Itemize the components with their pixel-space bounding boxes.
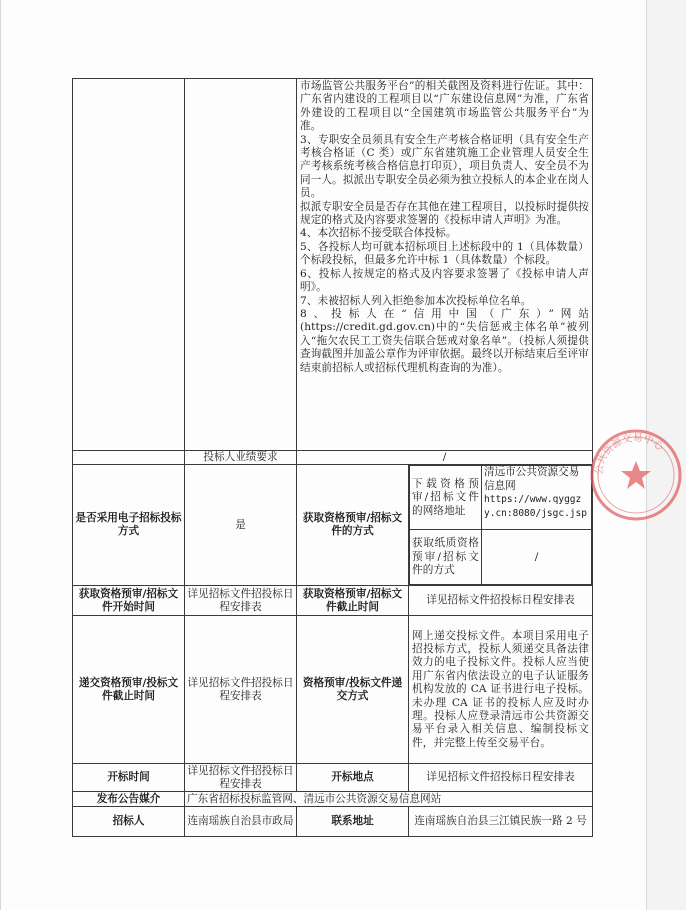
opening-place-value: 详见招标文件招投标日程安排表 bbox=[409, 764, 593, 792]
performance-value: / bbox=[297, 451, 593, 465]
tenderer-label: 招标人 bbox=[73, 807, 185, 837]
address-value: 连南瑶族自治县三江镇民族一路 2 号 bbox=[409, 807, 593, 837]
get-files-subtable bbox=[409, 465, 592, 585]
media-value: 广东省招标投标监管网、清远市公共资源交易信息网站 bbox=[185, 792, 593, 807]
requirements-paragraph: 3、专职安全员须具有安全生产考核合格证明（具有安全生产考核合格证（C 类）或广东省建筑施工企业管理人员安全生产考核系统考核合格信息打印页），项目负责人、安全员不为同一人。拟派出专职安全员必须为独立投标人的本企业在岗人员。 bbox=[300, 133, 589, 200]
download-site-name: 清远市公共资源交易信息网 bbox=[484, 466, 580, 492]
paper-value: / bbox=[482, 530, 592, 585]
address-label: 联系地址 bbox=[297, 807, 409, 837]
paper-label: 获取纸质资格预审/招标文件的方式 bbox=[410, 530, 482, 585]
download-value bbox=[482, 466, 592, 530]
requirements-paragraph: 市场监管公共服务平台”的相关截图及资料进行佐证。其中：广东省内建设的工程项目以“广东建设信息网”为准，广东省外建设的工程项目以“全国建筑市场监管公共服务平台”为准。 bbox=[300, 80, 589, 133]
seal-text: 公共资源交易中心 bbox=[593, 432, 666, 476]
requirements-cell bbox=[297, 79, 593, 451]
end-time-value: 详见招标文件招投标日程安排表 bbox=[409, 586, 593, 616]
tenderer-row bbox=[73, 807, 593, 837]
download-label: 下载资格预审/招标文件的网络地址 bbox=[410, 466, 482, 530]
opening-row bbox=[73, 764, 593, 792]
file-time-row bbox=[73, 586, 593, 616]
requirements-paragraph: 7、未被招标人列入拒绝参加本次投标单位名单。 bbox=[300, 294, 532, 307]
submit-method-value: 网上递交投标文件。本项目采用电子招投标方式，投标人须递交具备法律效力的电子投标文件。投标人应当使用广东省内依法设立的电子认证服务机构发放的 CA 证书进行电子投标。未办理 CA 证书的投标人应及时办理。投标人应登录清远市公共资源交易平台录入相关信息、编制投标文件，并完整上传至交易平台。 bbox=[409, 616, 593, 764]
get-files-cell bbox=[409, 465, 593, 586]
performance-blank-cell bbox=[73, 451, 185, 465]
get-files-label: 获取资格预审/招标文件的方式 bbox=[297, 465, 409, 586]
media-row bbox=[73, 792, 593, 807]
performance-row bbox=[73, 451, 593, 465]
tender-info-table bbox=[72, 78, 593, 837]
electronic-label: 是否采用电子招标投标方式 bbox=[73, 465, 185, 586]
page-edge bbox=[646, 0, 647, 910]
start-time-label: 获取资格预审/招标文件开始时间 bbox=[73, 586, 185, 616]
official-seal-stamp bbox=[586, 425, 686, 525]
electronic-row bbox=[73, 465, 593, 586]
opening-time-label: 开标时间 bbox=[73, 764, 185, 792]
electronic-value: 是 bbox=[185, 465, 297, 586]
requirements-paragraph: 4、本次招标不接受联合体投标。 bbox=[300, 227, 457, 240]
page-edge bbox=[0, 0, 1, 910]
end-time-label: 获取资格预审/招标文件截止时间 bbox=[297, 586, 409, 616]
requirements-sublabel-cell bbox=[185, 79, 297, 451]
requirements-paragraph: 8、投标人在“信用中国（广东）”网站(https://credit.gd.gov.cn)中的“失信惩戒主体名单”被列入“拖欠农民工工资失信联合惩戒对象名单”。（投标人须提供查询截图并加盖公章作为评审依据。最终以开标结束后至评审结束前招标人或招标代理机构查询的为准）。 bbox=[300, 307, 589, 374]
submit-method-label: 资格预审/投标文件递交方式 bbox=[297, 616, 409, 764]
submit-deadline-label: 递交资格预审/投标文件截止时间 bbox=[73, 616, 185, 764]
opening-place-label: 开标地点 bbox=[297, 764, 409, 792]
requirements-paragraph: 6、投标人按规定的格式及内容要求签署了《投标申请人声明》。 bbox=[300, 267, 589, 294]
opening-time-value: 详见招标文件招投标日程安排表 bbox=[185, 764, 297, 792]
tenderer-value: 连南瑶族自治县市政局 bbox=[185, 807, 297, 837]
requirements-paragraph: 5、各投标人均可就本招标项目上述标段中的 1（具体数量）个标段投标，但最多允许中标 1（具体数量）个标段。 bbox=[300, 240, 589, 267]
requirements-paragraph: 拟派专职安全员是否存在其他在建工程项目，以投标时提供按规定的格式及内容要求签署的《投标申请人声明》为准。 bbox=[300, 200, 589, 227]
seal-ring bbox=[592, 431, 680, 519]
media-label: 发布公告媒介 bbox=[73, 792, 185, 807]
performance-label: 投标人业绩要求 bbox=[185, 451, 297, 465]
requirements-label-cell bbox=[73, 79, 185, 451]
download-url-link[interactable]: https://www.qyggzy.cn:8080/jsgc.jsp bbox=[484, 494, 587, 519]
submit-deadline-value: 详见招标文件招投标日程安排表 bbox=[185, 616, 297, 764]
requirements-row bbox=[73, 79, 593, 451]
start-time-value: 详见招标文件招投标日程安排表 bbox=[185, 586, 297, 616]
submit-row bbox=[73, 616, 593, 764]
seal-inner-ring bbox=[598, 437, 674, 513]
